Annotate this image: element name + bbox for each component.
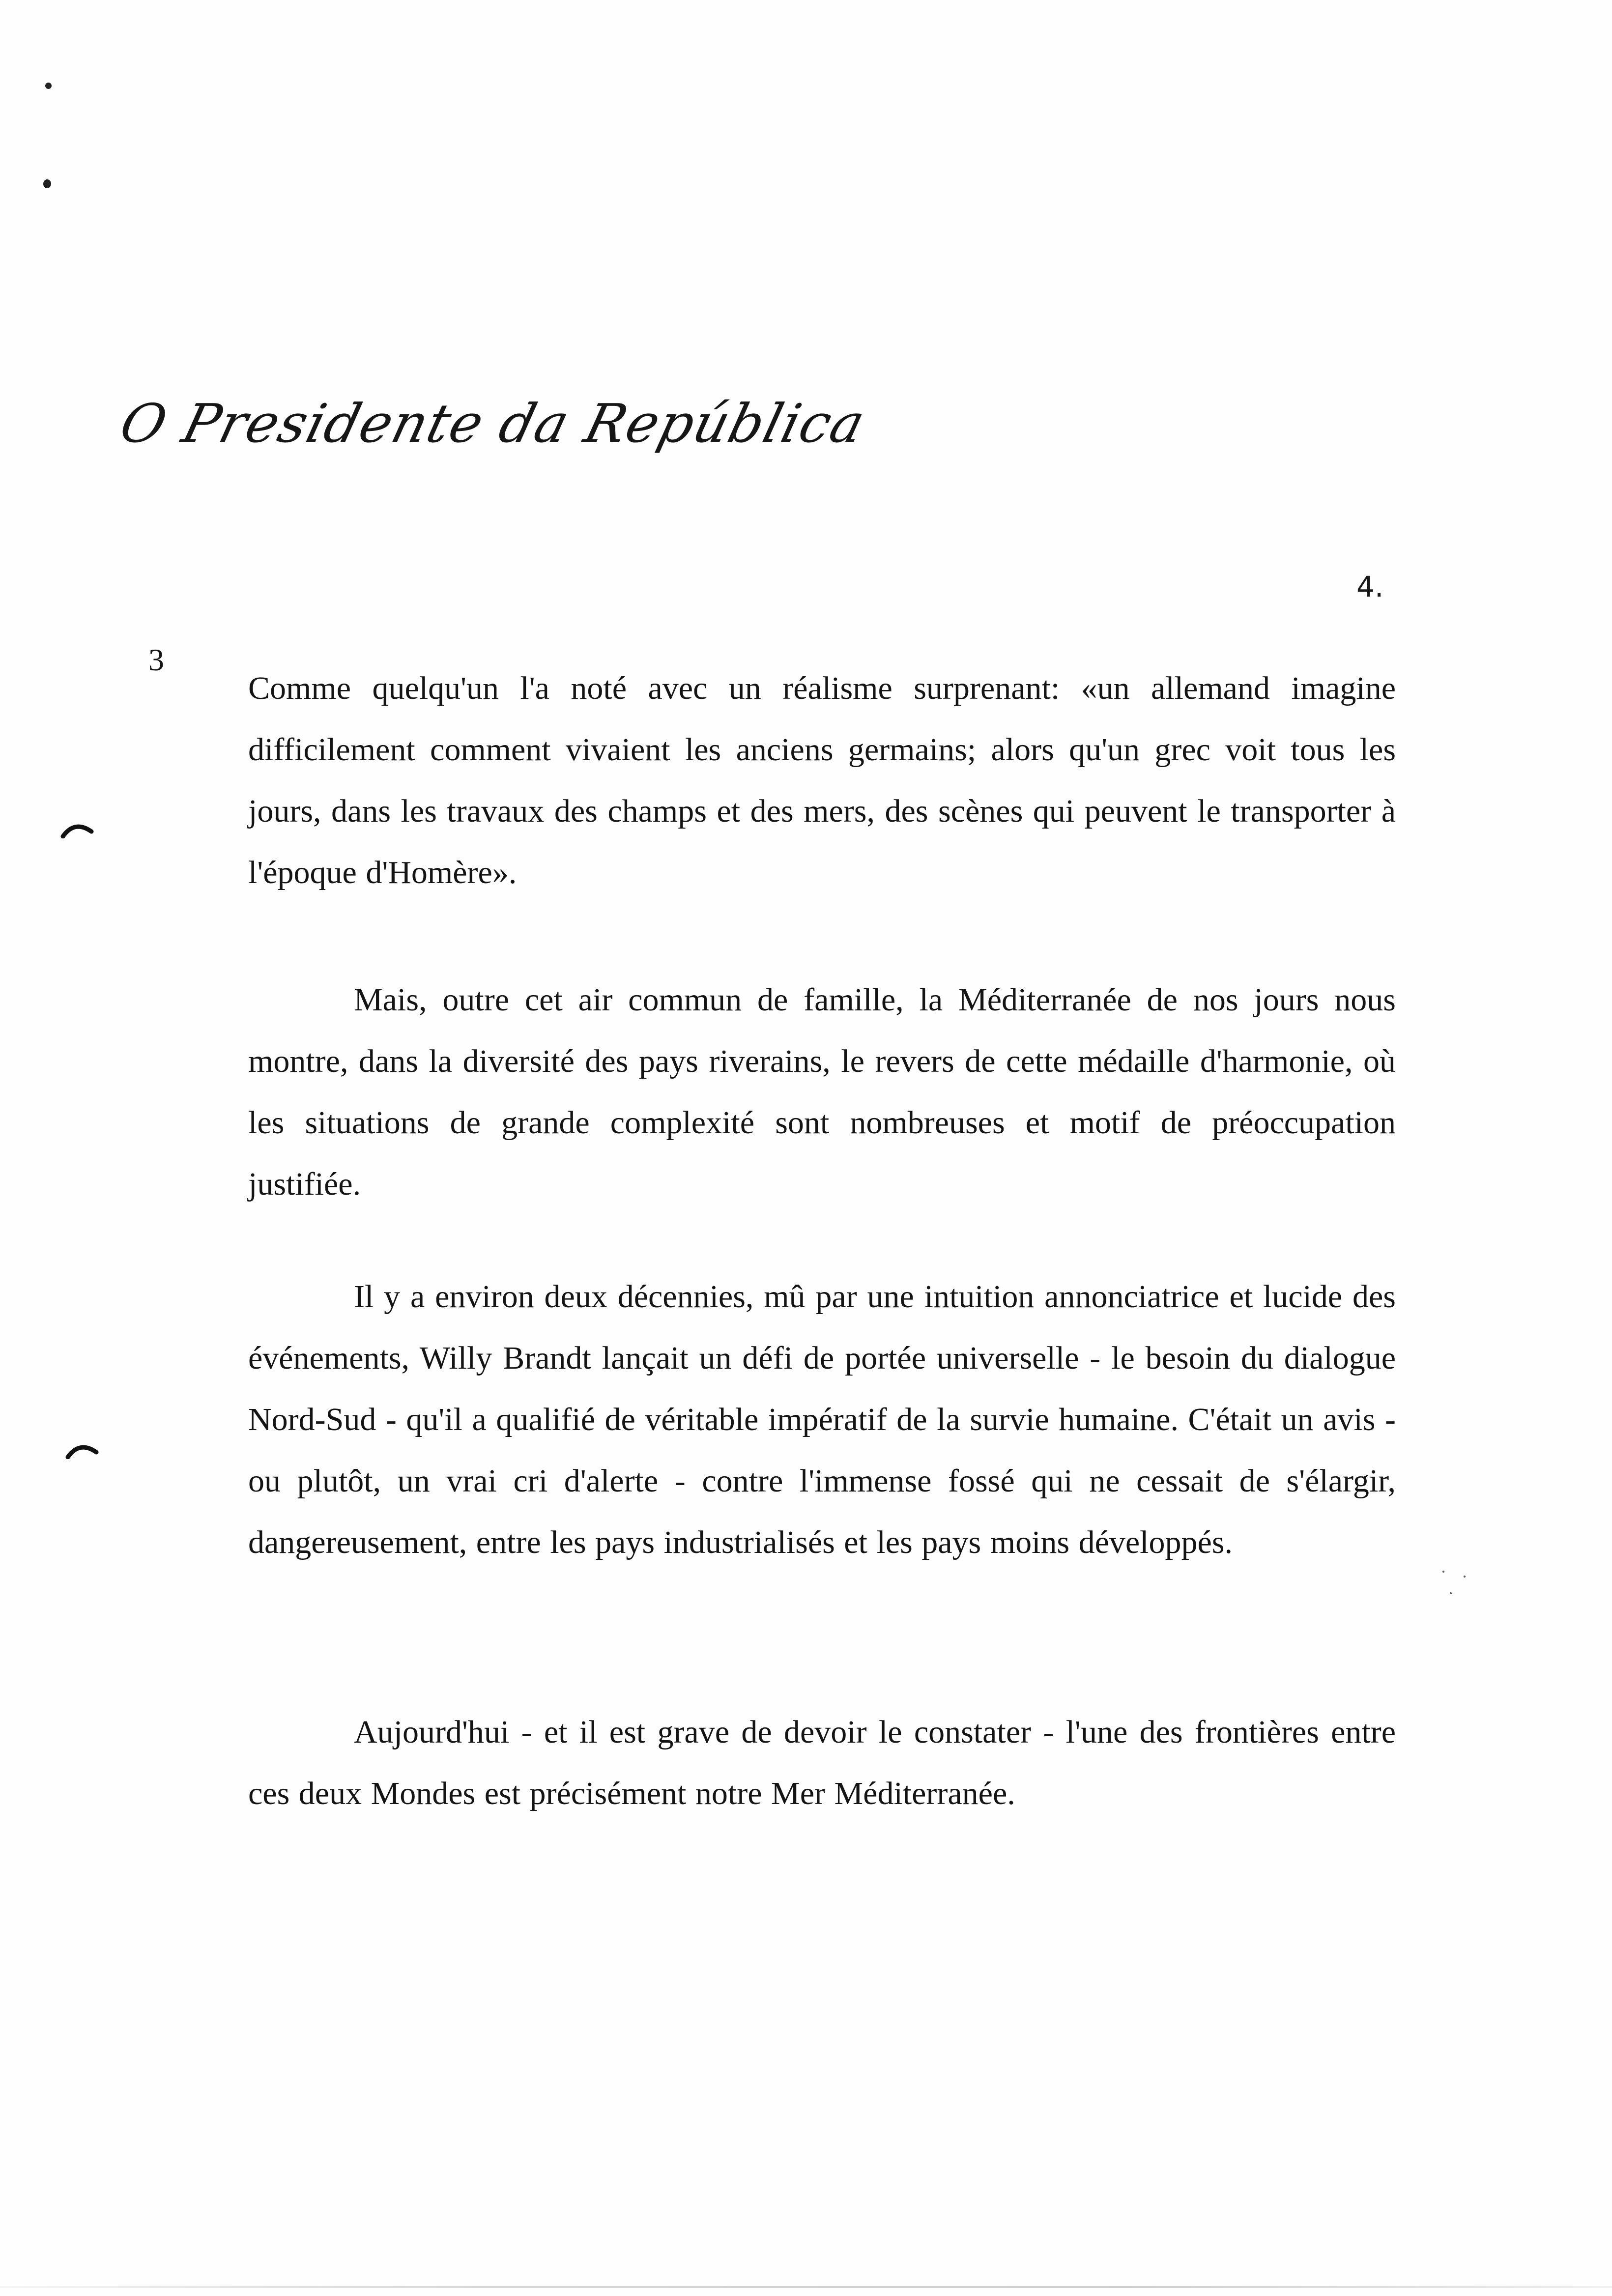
body-paragraph-2: Mais, outre cet air commun de famille, la Méditerranée de nos jours nous montre, dans la diversité des pays riverains, le revers de cette médaille d'harmonie, où les situations de grande complexité sont nombreuses et motif de préoccupation justifiée. — [248, 982, 1396, 1202]
body-paragraph-1: Comme quelqu'un l'a noté avec un réalisme surprenant: «un allemand imagine difficilement comment vivaient les anciens germains; alors qu'un grec voit tous les jours, dans les travaux des champs et des mers, des scènes qui peuvent le transporter à l'époque d'Homère». — [248, 670, 1396, 890]
scan-mark-dot — [45, 83, 52, 89]
body-paragraph-4: Aujourd'hui - et il est grave de devoir le constater - l'une des frontières entre ces deux Mondes est précisément notre Mer Méditerranée. — [248, 1714, 1396, 1811]
scan-speck — [1464, 1576, 1466, 1578]
punch-hole-mark — [60, 817, 94, 838]
scan-speck — [1450, 1592, 1452, 1594]
letterhead-title: O Presidente da República — [114, 393, 872, 455]
scan-mark-dot — [43, 179, 51, 188]
punch-hole-mark — [65, 1437, 99, 1459]
body-paragraph-3: Il y a environ deux décennies, mû par une intuition annonciatrice et lucide des événements, Willy Brandt lançait un défi de portée universelle - le besoin du dialogue Nord-Sud - qu'il a qualifié de véritable impératif de la survie humaine. C'était un avis - ou plutôt, un vrai cri d'alerte - contre l'immense fossé qui ne cessait de s'élargir, dangereusement, entre les pays industrialisés et les pays moins développés. — [248, 1279, 1396, 1560]
page-number: 4. — [1356, 570, 1384, 603]
scan-edge — [0, 2286, 1612, 2288]
paragraph-number: 3 — [148, 642, 164, 677]
scan-speck — [1442, 1571, 1444, 1573]
